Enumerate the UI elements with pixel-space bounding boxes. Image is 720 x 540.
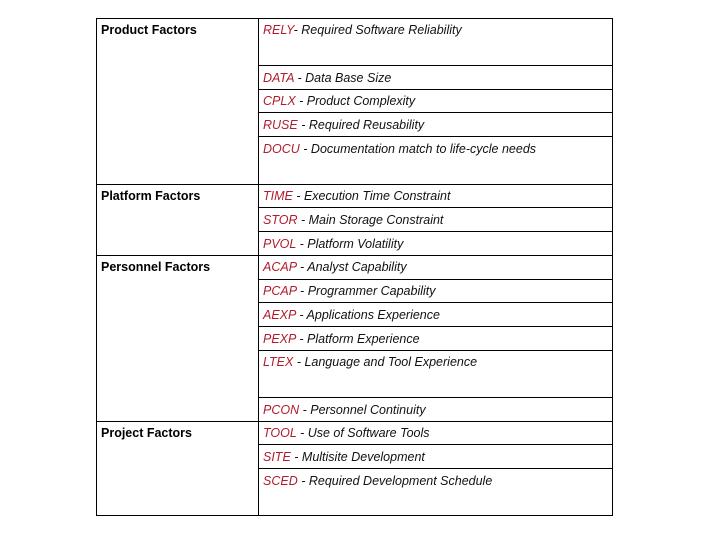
driver-abbr: PEXP <box>263 332 296 346</box>
group-separator <box>97 255 259 256</box>
driver-description: Required Development Schedule <box>308 474 493 488</box>
row-separator <box>259 207 612 208</box>
group-label: Project Factors <box>101 426 193 440</box>
row-separator <box>259 397 612 398</box>
driver-description: Multisite Development <box>301 450 425 464</box>
driver-abbr: AEXP <box>263 308 296 322</box>
row-separator <box>259 279 612 280</box>
row-separator <box>259 89 612 90</box>
driver-description: Execution Time Constraint <box>303 189 451 203</box>
row-separator <box>259 326 612 327</box>
driver-abbr: PCAP <box>263 284 297 298</box>
row-separator <box>259 444 612 445</box>
driver-description: Required Reusability <box>308 118 425 132</box>
driver-abbr: PVOL <box>263 237 297 251</box>
driver-abbr: DATA <box>263 71 295 85</box>
row-separator <box>259 421 612 422</box>
driver-description: Applications Experience <box>306 308 440 322</box>
row-separator <box>259 112 612 113</box>
row-separator <box>259 255 612 256</box>
driver-description: Use of Software Tools <box>307 426 430 440</box>
driver-abbr: TIME <box>263 189 293 203</box>
driver-abbr: SITE <box>263 450 291 464</box>
row-separator <box>259 136 612 137</box>
cost-drivers-table: Product Factors Platform Factors Personnel Factors Project Factors RELY- Required Software Reliability DATA - Data Base Size CPLX - Product Complexity RUSE - Required Reusability DOCU - Documentation match to life-cycle needs TIME - Execution Time Constraint STOR - Main Storage Constraint PVOL - Platform Volatility ACAP - Analyst Capability PCAP - Programmer Capability AEXP - Applications Experience PEXP - Platform Experience LTEX - Language and Tool Experience PCON - Personnel Continuity TOOL - Use of Software Tools SITE - Multisite Development SCED - Required Development Schedule <box>96 18 613 516</box>
driver-abbr: RUSE <box>263 118 298 132</box>
driver-abbr: DOCU <box>263 142 300 156</box>
driver-description: Documentation match to life-cycle needs <box>310 142 537 156</box>
row-separator <box>259 184 612 185</box>
driver-abbr: PCON <box>263 403 300 417</box>
driver-description: Required Software Reliability <box>301 23 462 37</box>
driver-description: Personnel Continuity <box>310 403 426 417</box>
driver-description: Platform Volatility <box>307 237 404 251</box>
group-separator <box>97 184 259 185</box>
driver-abbr: RELY <box>263 23 294 37</box>
driver-abbr: CPLX <box>263 94 296 108</box>
driver-abbr: STOR <box>263 213 298 227</box>
group-separator <box>97 421 259 422</box>
driver-abbr: LTEX <box>263 355 294 369</box>
column-divider <box>258 19 259 515</box>
driver-description: Programmer Capability <box>307 284 436 298</box>
driver-description: Language and Tool Experience <box>304 355 478 369</box>
driver-description: Product Complexity <box>306 94 416 108</box>
driver-description: Main Storage Constraint <box>308 213 444 227</box>
row-separator <box>259 468 612 469</box>
driver-description: Analyst Capability <box>307 260 407 274</box>
row-separator <box>259 65 612 66</box>
driver-abbr: TOOL <box>263 426 297 440</box>
group-label: Personnel Factors <box>101 260 211 274</box>
group-label: Product Factors <box>101 23 197 37</box>
driver-description: Data Base Size <box>305 71 392 85</box>
row-separator <box>259 350 612 351</box>
row-separator <box>259 231 612 232</box>
group-label: Platform Factors <box>101 189 201 203</box>
row-separator <box>259 302 612 303</box>
driver-abbr: SCED <box>263 474 298 488</box>
driver-abbr: ACAP <box>263 260 297 274</box>
driver-description: Platform Experience <box>307 332 420 346</box>
